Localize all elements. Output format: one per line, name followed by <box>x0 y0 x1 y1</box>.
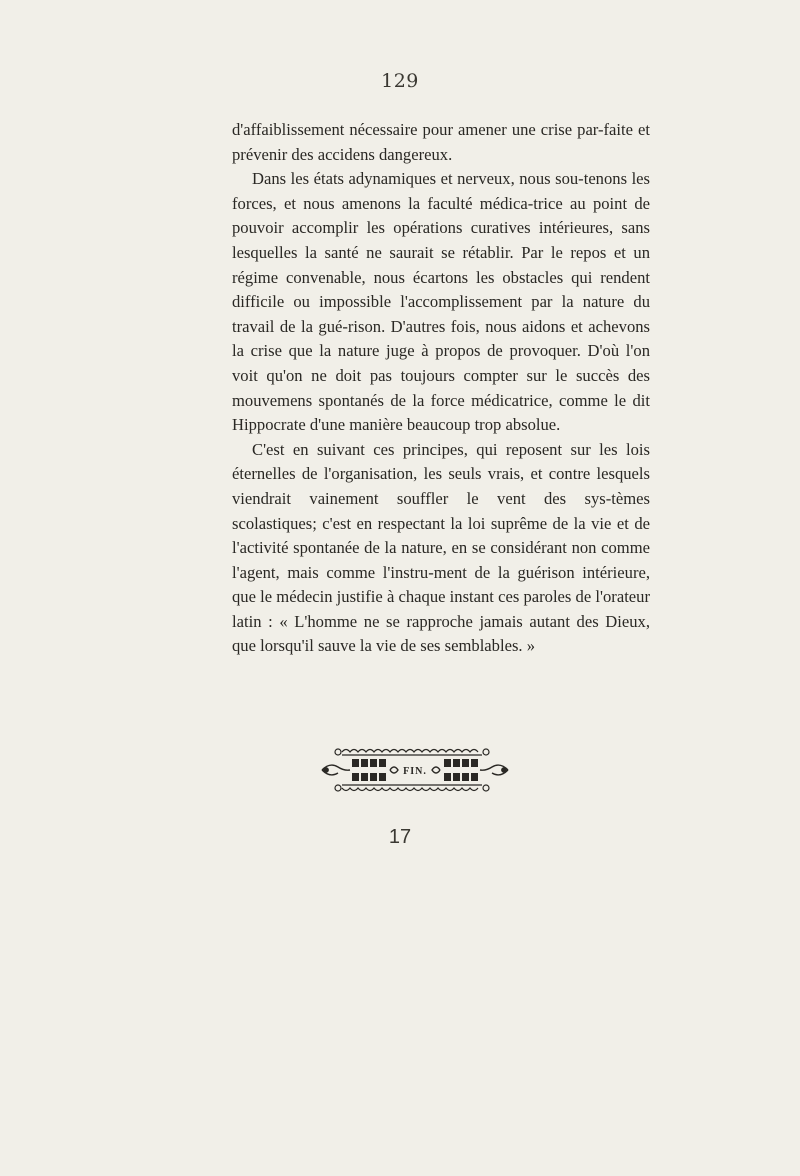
tailpiece-ornament-icon <box>320 746 510 794</box>
paragraph-1: d'affaiblissement nécessaire pour amener une crise par-faite et prévenir des accidens dangereux. <box>232 120 650 164</box>
paragraph-2: Dans les états adynamiques et nerveux, nous sou-tenons les forces, et nous amenons la faculté médica-trice au point de pouvoir accomplir les opérations curatives intérieures, sans lesquelles la santé ne saurait se rétablir. Par le repos et un régime convenable, nous écartons les obstacles qui rendent difficile ou impossible l'accomplissement par la nature du travail de la gué-rison. D'autres fois, nous aidons et achevons la crise que la nature juge à propos de provoquer. D'où l'on voit qu'on ne doit pas toujours compter sur le succès des mouvemens spontanés de la force médicatrice, comme le dit Hippocrate d'une manière beaucoup trop absolue. <box>232 169 650 435</box>
page-number: 129 <box>381 70 419 92</box>
signature-mark: 17 <box>388 826 412 848</box>
ornament-label: FIN. <box>403 766 427 777</box>
body-text <box>232 118 650 659</box>
paragraph-3: C'est en suivant ces principes, qui reposent sur les lois éternelles de l'organisation, les seuls vrais, et contre lesquels viendrait vainement souffler le vent des sys-tèmes scolastiques; c'est en respectant la loi suprême de la vie et de l'activité spontanée de la nature, en se considérant non comme l'agent, mais comme l'instru-ment de la guérison intérieure, que le médecin justifie à chaque instant ces paroles de l'orateur latin : « L'homme ne se rapproche jamais autant des Dieux, que lorsqu'il sauve la vie de ses semblables. » <box>232 439 650 656</box>
